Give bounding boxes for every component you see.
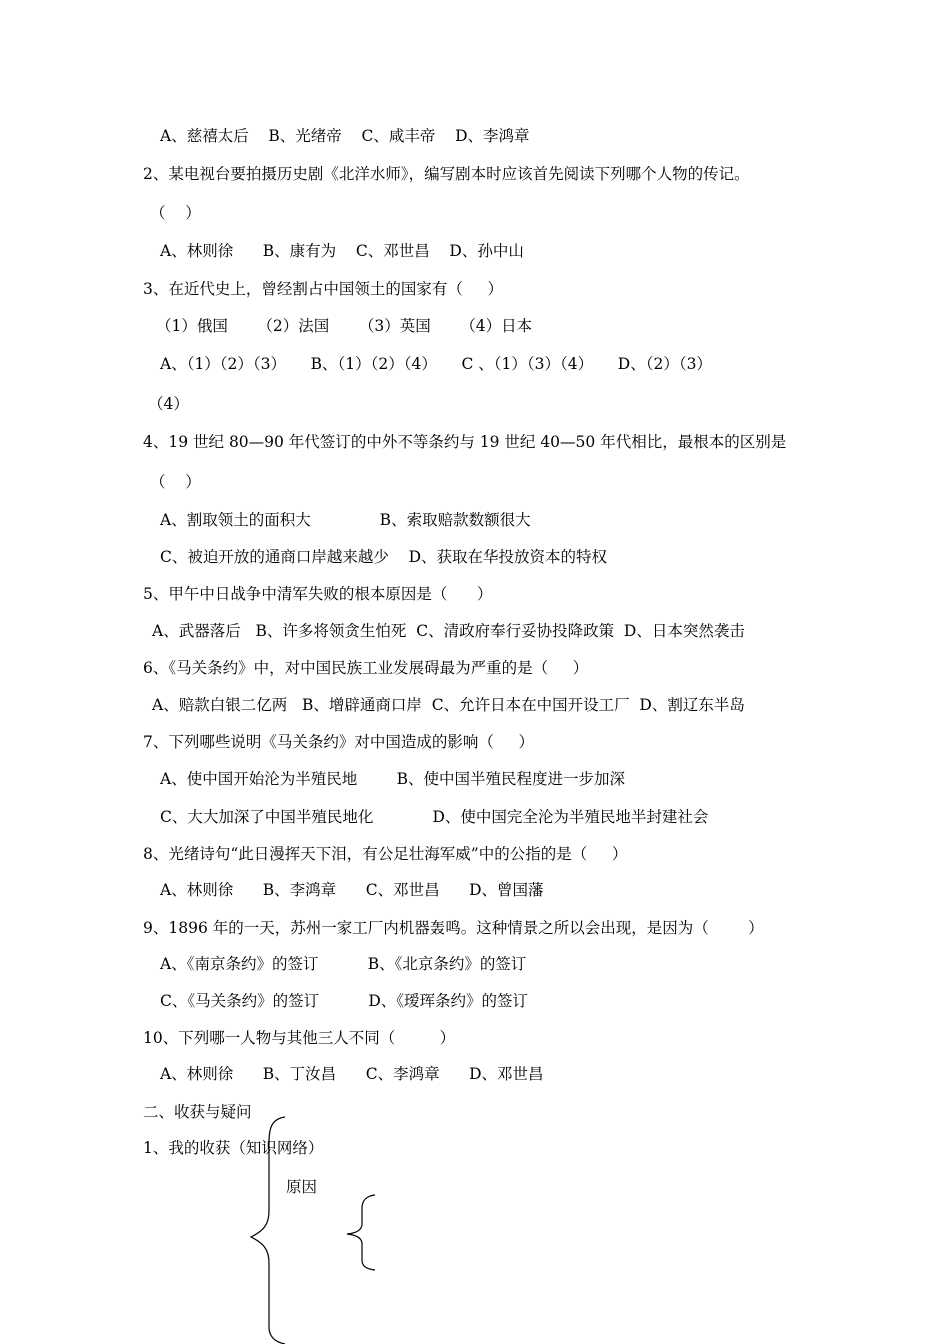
q3-options-continued: （4） [148, 395, 189, 413]
q9-question: 9、1896 年的一天，苏州一家工厂内机器轰鸣。这种情景之所以会出现，是因为（ ） [143, 919, 764, 937]
q10-question: 10、下列哪一人物与其他三人不同（ ） [143, 1029, 456, 1047]
q2-question: 2、某电视台要拍摄历史剧《北洋水师》，编写剧本时应该首先阅读下列哪个人物的传记。 [143, 165, 750, 183]
q4-options-ab: A、割取领土的面积大 B、索取赔款数额很大 [160, 511, 531, 529]
q7-options-ab: A、使中国开始沦为半殖民地 B、使中国半殖民程度进一步加深 [160, 770, 626, 788]
section-2-heading: 二、收获与疑问 [143, 1103, 252, 1121]
q9-options-ab: A、《南京条约》的签订 B、《北京条约》的签订 [160, 955, 527, 973]
q3-options: A、（1）（2）（3） B、（1）（2）（4） C 、（1）（3）（4） D、（2）（3） [160, 355, 712, 373]
q8-question: 8、光绪诗句“此日漫挥天下泪，有公足壮海军威”中的公指的是（ ） [143, 845, 628, 863]
q6-question: 6、《马关条约》中，对中国民族工业发展碍最为严重的是（ ） [143, 659, 589, 677]
q9-options-cd: C、《马关条约》的签订 D、《瑷珲条约》的签订 [160, 992, 529, 1010]
q3-items: （1）俄国 （2）法国 （3）英国 （4）日本 [156, 317, 533, 335]
q6-options: A、赔款白银二亿两 B、增辟通商口岸 C、允许日本在中国开设工厂 D、割辽东半岛 [152, 696, 745, 714]
q7-question: 7、下列哪些说明《马关条约》对中国造成的影响（ ） [143, 733, 534, 751]
q5-options: A、武器落后 B、许多将领贪生怕死 C、清政府奉行妥协投降政策 D、日本突然袭击 [152, 622, 745, 640]
q10-options: A、林则徐 B、丁汝昌 C、李鸿章 D、邓世昌 [160, 1065, 544, 1083]
large-curly-brace [245, 1115, 290, 1344]
q8-options: A、林则徐 B、李鸿章 C、邓世昌 D、曾国藩 [160, 881, 544, 899]
q3-question: 3、在近代史上，曾经割占中国领土的国家有（ ） [143, 280, 503, 298]
cause-label: 原因 [286, 1178, 318, 1196]
q7-options-cd: C、大大加深了中国半殖民地化 D、使中国完全沦为半殖民地半封建社会 [160, 808, 709, 826]
q2-options: A、林则徐 B、康有为 C、邓世昌 D、孙中山 [160, 242, 524, 260]
q5-question: 5、甲午中日战争中清军失败的根本原因是（ ） [143, 585, 493, 603]
knowledge-network-heading: 1、我的收获（知识网络） [143, 1139, 324, 1157]
q4-question: 4、19 世纪 80—90 年代签订的中外不等条约与 19 世纪 40—50 年代相比，最根本的区别是 [143, 433, 787, 451]
q4-answer-blank: （ ） [150, 473, 201, 491]
q4-options-cd: C、被迫开放的通商口岸越来越少 D、获取在华投放资本的特权 [160, 548, 607, 566]
q2-answer-blank: （ ） [150, 204, 201, 222]
small-curly-brace [342, 1192, 378, 1272]
q1-options: A、慈禧太后 B、光绪帝 C、咸丰帝 D、李鸿章 [160, 127, 530, 145]
